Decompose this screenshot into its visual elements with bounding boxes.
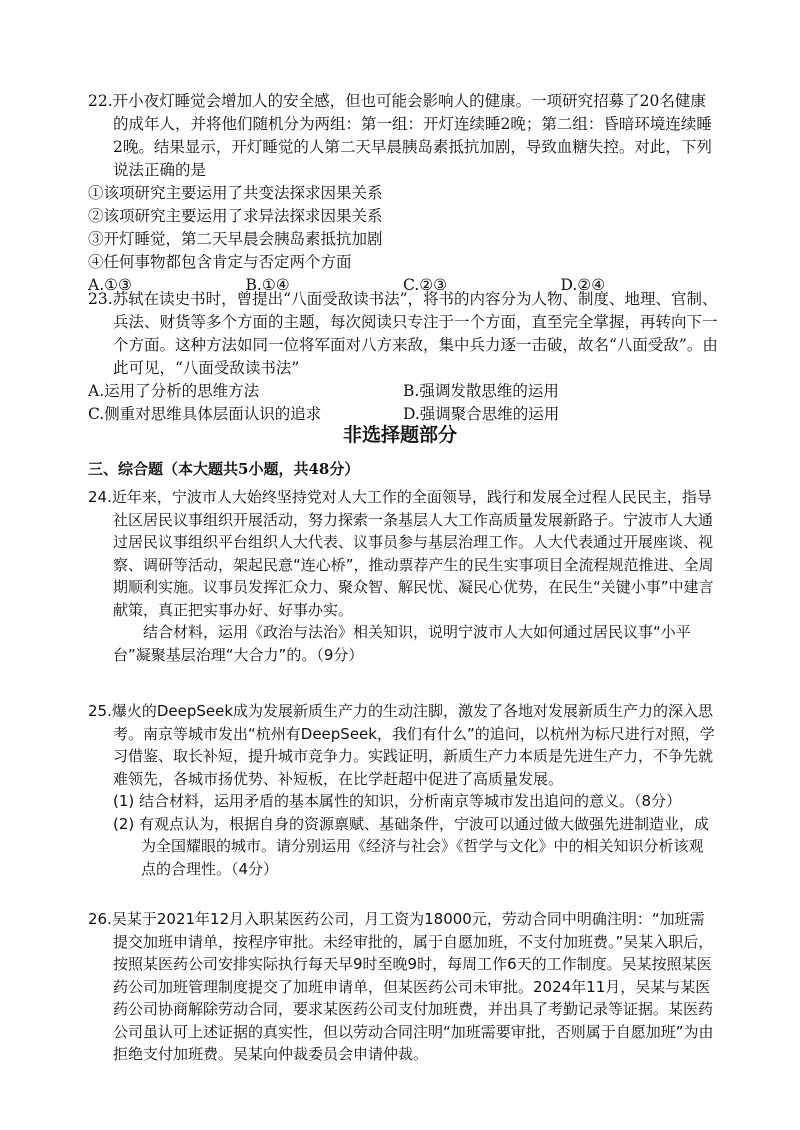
question-25-material: 25.爆火的DeepSeek成为发展新质生产力的生动注脚，激发了各地对发展新质生产力的深入思考。南京等城市发出“杭州有DeepSeek，我们有什么”的追问，以杭州为标尺进行对照，学习借鉴、取长补短，提升城市竞争力。实践证明，新质生产力本质是先进生产力，不争先就难领先，各城市扬优势、补短板，在比学赶超中促进了高质量发展。 (88, 702, 715, 788)
section-title: 三、综合题（本大题共5小题，共48分） (88, 460, 360, 478)
question-25-sub-1: (1) 结合材料，运用矛盾的基本属性的知识，分析南京等城市发出追问的意义。（8分） (113, 792, 682, 810)
part-heading: 非选择题部分 (342, 424, 457, 446)
question-24 (88, 486, 718, 666)
question-22-stem: 22.开小夜灯睡觉会增加人的安全感，但也可能会影响人的健康。一项研究招募了20名健康的成年人，并将他们随机分为两组：第一组：开灯连续睡2晚；第二组：昏暗环境连续睡2晚。结果显示，开灯睡觉的人第二天早晨胰岛素抵抗加剧，导致血糖失控。对此，下列说法正确的是 (88, 92, 712, 179)
question-25-sub-2: (2) 有观点认为，根据自身的资源禀赋、基础条件，宁波可以通过做大做强先进制造业，成为全国耀眼的城市。请分别运用《经济与社会》《哲学与文化》中的相关知识分析该观点的合理性。（4分） (113, 814, 710, 878)
option-a: A.运用了分析的思维方法 (88, 382, 260, 400)
option-b: B.强调发散思维的运用 (403, 382, 559, 400)
question-24-prompt: 结合材料，运用《政治与法治》相关知识，说明宁波市人大如何通过居民议事“小平台”凝聚基层治理“大合力”的。（9分） (113, 623, 691, 664)
question-23-options-row-2 (88, 403, 718, 426)
question-23-stem: 23.苏轼在读史书时，曾提出“八面受敌读书法”，将书的内容分为人物、制度、地理、官制、兵法、财货等多个方面的主题，每次阅读只专注于一个方面，直至完全掌握，再转向下一个方面。这种方法如同一位将军面对八方来敌，集中兵力逐一击破，故名“八面受敌”。由此可见，“八面受敌读书法” (88, 290, 718, 377)
option-c: C.②③ (403, 276, 448, 294)
option-c: C.侧重对思维具体层面认识的追求 (88, 405, 322, 423)
question-22-item-1: ①该项研究主要运用了共变法探求因果关系 (88, 184, 383, 202)
question-22-item-2: ②该项研究主要运用了求异法探求因果关系 (88, 207, 383, 225)
question-22-item-3: ③开灯睡觉，第二天早晨会胰岛素抵抗加剧 (88, 230, 383, 248)
question-23 (88, 288, 718, 426)
question-26-material: 26.吴某于2021年12月入职某医药公司，月工资为18000元，劳动合同中明确注明：“加班需提交加班申请单，按程序审批。未经审批的，属于自愿加班，不支付加班费。”吴某入职后，按照某医药公司安排实际执行每天早9时至晚9时，每周工作6天的工作制度。吴某按照某医药公司加班管理制度提交了加班申请单，但某医药公司未审批。2024年11月，吴某与某医药公司协商解除劳动合同，要求某医药公司支付加班费，并出具了考勤记录等证据。某医药公司虽认可上述证据的真实性，但以劳动合同注明“加班需要审批，否则属于自愿加班”为由拒绝支付加班费。吴某向仲裁委员会申请仲裁。 (88, 910, 714, 1063)
question-22 (88, 90, 718, 297)
option-d: D.②④ (560, 276, 606, 294)
question-23-options-row-1 (88, 380, 718, 403)
option-a: A.①③ (88, 276, 132, 294)
option-b: B.①④ (245, 276, 290, 294)
question-25 (88, 700, 718, 880)
question-26 (88, 908, 718, 1066)
question-22-item-4: ④任何事物都包含肯定与否定两个方面 (88, 253, 352, 271)
question-24-material: 24.近年来，宁波市人大始终坚持党对人大工作的全面领导，践行和发展全过程人民民主，指导社区居民议事组织开展活动，努力探索一条基层人大工作高质量发展新路子。宁波市人大通过居民议事组织平台组织人大代表、议事员参与基层治理工作。人大代表通过开展座谈、视察、调研等活动，架起民意“连心桥”，推动票荐产生的民生实事项目全流程规范推进、全周期顺利实施。议事员发挥汇众力、聚众智、解民忧、凝民心优势，在民生“关键小事”中建言献策，真正把实事办好、好事办实。 (88, 488, 714, 619)
option-d: D.强调聚合思维的运用 (403, 405, 560, 423)
